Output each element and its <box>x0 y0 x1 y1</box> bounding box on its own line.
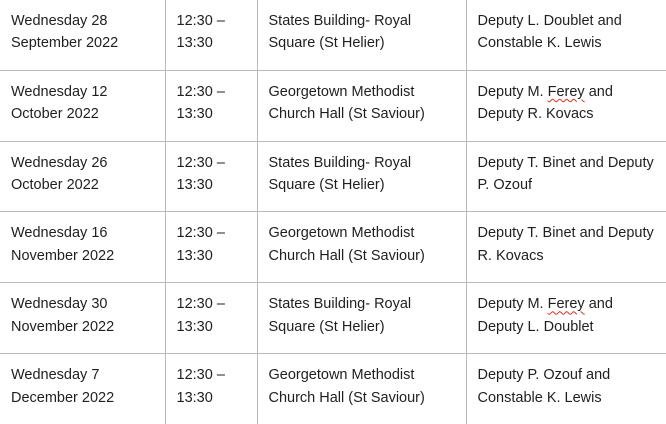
date-text: Wednesday 26 October 2022 <box>11 154 108 194</box>
attendees-misspelled-name: Ferey <box>547 296 585 313</box>
cell-attendees <box>466 212 666 283</box>
venue-text: States Building- Royal Square (St Helier) <box>268 13 412 52</box>
time-text: 12:30 – 13:30 <box>176 367 225 406</box>
attendees-suffix: and Deputy R. Kovacs <box>477 83 613 123</box>
attendees-text: Deputy L. Doublet and Constable K. Lewis <box>477 13 622 52</box>
venue-text: States Building- Royal Square (St Helier) <box>268 296 412 335</box>
date-text: Wednesday 28 September 2022 <box>11 13 119 52</box>
cell-date <box>0 141 165 212</box>
cell-time <box>165 70 257 141</box>
cell-attendees <box>466 0 666 70</box>
cell-venue <box>257 212 466 283</box>
attendees-misspelled-name: Ferey <box>547 83 585 100</box>
date-text: Wednesday 30 November 2022 <box>11 296 115 335</box>
attendees-suffix: and Deputy L. Doublet <box>477 296 613 335</box>
cell-date <box>0 283 165 354</box>
attendees-text: Deputy P. Ozouf and Constable K. Lewis <box>477 367 611 406</box>
attendees-prefix: Deputy M. <box>477 296 548 313</box>
cell-venue <box>257 0 466 70</box>
cell-time <box>165 0 257 70</box>
time-text: 12:30 – 13:30 <box>176 13 225 52</box>
time-text: 12:30 – 13:30 <box>176 154 225 194</box>
attendees-prefix: Deputy M. <box>477 83 548 100</box>
attendees-text: Deputy T. Binet and Deputy R. Kovacs <box>477 225 654 264</box>
time-text: 12:30 – 13:30 <box>176 296 225 335</box>
venue-text: Georgetown Methodist Church Hall (St Saviour) <box>268 225 425 264</box>
table-row <box>0 141 666 212</box>
venue-text: States Building- Royal Square (St Helier) <box>268 154 412 194</box>
cell-date <box>0 354 165 424</box>
cell-venue <box>257 354 466 424</box>
table-row <box>0 0 666 70</box>
cell-time <box>165 212 257 283</box>
venue-text: Georgetown Methodist Church Hall (St Saviour) <box>268 83 425 123</box>
cell-attendees <box>466 70 666 141</box>
date-text: Wednesday 16 November 2022 <box>11 225 115 264</box>
venue-text: Georgetown Methodist Church Hall (St Saviour) <box>268 367 425 406</box>
attendees-text <box>478 81 656 126</box>
time-text: 12:30 – 13:30 <box>176 225 225 264</box>
date-text: Wednesday 7 December 2022 <box>11 367 115 406</box>
attendees-text: Deputy T. Binet and Deputy P. Ozouf <box>477 154 654 194</box>
cell-time <box>165 283 257 354</box>
cell-attendees <box>466 354 666 424</box>
cell-venue <box>257 70 466 141</box>
table-row <box>0 354 666 424</box>
cell-attendees <box>466 141 666 212</box>
cell-time <box>165 354 257 424</box>
table-row <box>0 212 666 283</box>
table-row <box>0 283 666 354</box>
date-text: Wednesday 12 October 2022 <box>11 83 108 123</box>
cell-time <box>165 141 257 212</box>
cell-date <box>0 70 165 141</box>
time-text: 12:30 – 13:30 <box>176 83 225 123</box>
cell-venue <box>257 141 466 212</box>
attendees-text <box>478 293 656 338</box>
table-row <box>0 70 666 141</box>
cell-date <box>0 212 165 283</box>
cell-attendees <box>466 283 666 354</box>
cell-date <box>0 0 165 70</box>
cell-venue <box>257 283 466 354</box>
